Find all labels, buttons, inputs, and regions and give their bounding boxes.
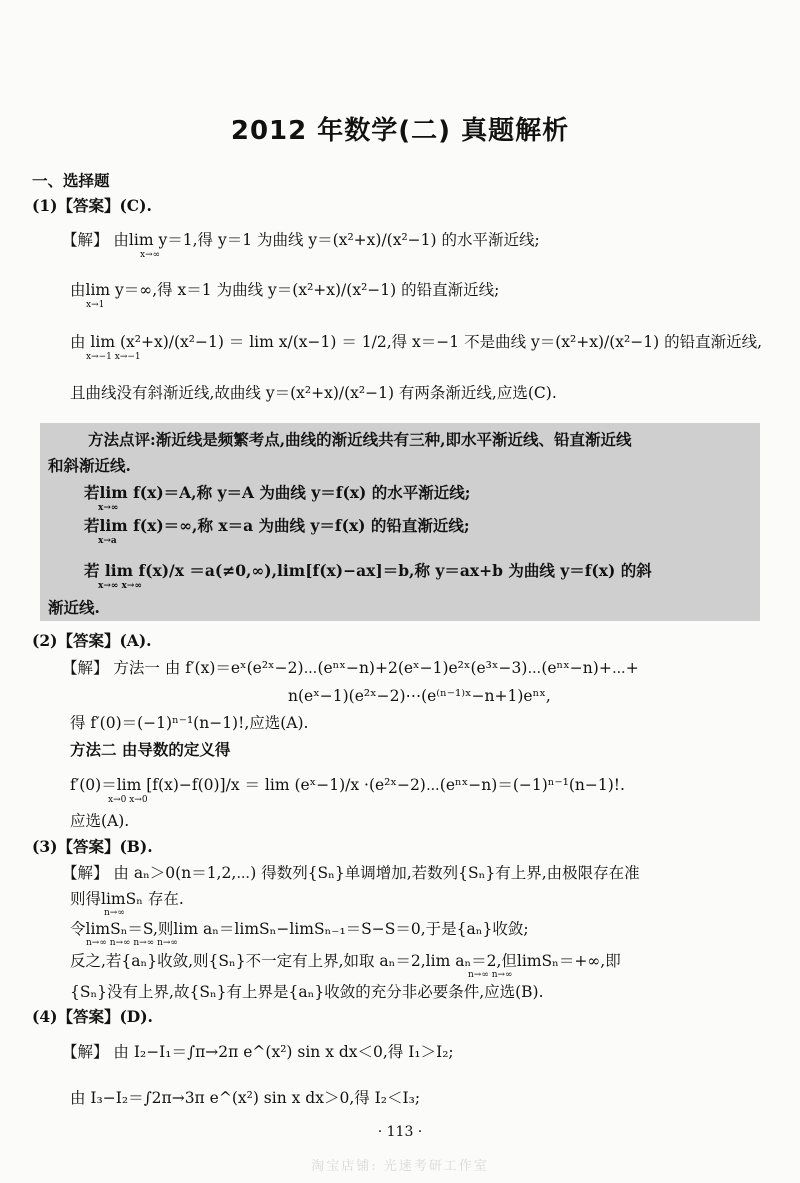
q2-solution-line-1: 【解】 方法一 由 f′(x)＝eˣ(e²ˣ−2)⋯(eⁿˣ−n)+2(eˣ−1)e²ˣ(e³ˣ−3)⋯(eⁿˣ−n)+⋯+ [62,659,639,677]
tip-line-1: 方法点评:渐近线是频繁考点,曲线的渐近线共有三种,即水平渐近线、铅直渐近线 [88,430,632,449]
q2-solution-line-5: f′(0)＝lim [f(x)−f(0)]/x ＝ lim (eˣ−1)/x ·(e²ˣ−2)⋯(eⁿˣ−n)＝(−1)ⁿ⁻¹(n−1)!. [70,776,625,794]
q1-solution-line-4: 且曲线没有斜渐近线,故曲线 y＝(x²+x)/(x²−1) 有两条渐近线,应选(C). [70,384,557,402]
q1-solution-line-1: 【解】 由lim y＝1,得 y＝1 为曲线 y＝(x²+x)/(x²−1) 的水平渐近线; [62,231,540,249]
q2-limit-subscript-5: x→0 x→0 [108,795,148,805]
method-tip-box [40,423,760,621]
q2-answer: (2)【答案】(A). [32,631,152,650]
tip-line-6: 渐近线. [48,598,100,617]
q3-solution-line-3: 令limSₙ＝S,则lim aₙ＝limSₙ−limSₙ₋₁＝S−S＝0,于是{aₙ}收敛; [70,920,529,938]
tip-line-5: 若 lim f(x)/x ＝a(≠0,∞),lim[f(x)−ax]＝b,称 y＝ax+b 为曲线 y＝f(x) 的斜 [84,561,652,580]
q3-solution-line-1: 【解】 由 aₙ＞0(n＝1,2,⋯) 得数列{Sₙ}单调增加,若数列{Sₙ}有上界,由极限存在准 [62,864,640,882]
page-title: 2012 年数学(二) 真题解析 [230,116,570,146]
q4-solution-line-1: 【解】 由 I₂−I₁＝∫π→2π e^(x²) sin x dx＜0,得 I₁＞I₂; [62,1043,454,1061]
q2-solution-line-2: n(eˣ−1)(e²ˣ−2)⋯(e⁽ⁿ⁻¹⁾ˣ−n+1)eⁿˣ, [288,687,551,705]
tip-line-4: 若lim f(x)＝∞,称 x＝a 为曲线 y＝f(x) 的铅直渐近线; [84,516,470,535]
tip-limit-subscript-5: x→∞ x→∞ [98,581,142,591]
q1-solution-line-3: 由 lim (x²+x)/(x²−1) ＝ lim x/(x−1) ＝ 1/2,得 x＝−1 不是曲线 y＝(x²+x)/(x²−1) 的铅直渐近线, [70,333,763,351]
tip-limit-subscript-4: x→a [98,536,117,546]
q2-solution-line-4: 方法二 由导数的定义得 [70,740,231,759]
q3-solution-line-4: 反之,若{aₙ}收敛,则{Sₙ}不一定有上界,如取 aₙ＝2,lim aₙ＝2,但limSₙ＝+∞,即 [70,952,621,970]
q1-limit-subscript-3: x→−1 x→−1 [86,352,141,362]
q3-limit-subscript-3: n→∞ n→∞ n→∞ n→∞ [86,938,178,948]
tip-line-2: 和斜渐近线. [48,456,131,475]
q1-limit-subscript-2: x→1 [86,300,105,310]
section-heading: 一、选择题 [32,171,110,190]
q2-solution-line-3: 得 f′(0)＝(−1)ⁿ⁻¹(n−1)!,应选(A). [70,714,309,732]
q3-limit-subscript-4: n→∞ n→∞ [468,970,513,980]
tip-line-3: 若lim f(x)＝A,称 y＝A 为曲线 y＝f(x) 的水平渐近线; [84,483,471,502]
q4-answer: (4)【答案】(D). [32,1007,153,1026]
q3-answer: (3)【答案】(B). [32,837,153,856]
q3-limit-subscript-2: n→∞ [104,908,125,918]
q2-solution-line-6: 应选(A). [70,812,130,830]
q1-answer: (1)【答案】(C). [32,196,152,215]
q1-limit-subscript-1: x→∞ [140,250,161,260]
q4-solution-line-2: 由 I₃−I₂＝∫2π→3π e^(x²) sin x dx＞0,得 I₂＜I₃; [70,1089,421,1107]
q3-solution-line-2: 则得limSₙ 存在. [70,890,184,908]
q1-solution-line-2: 由lim y＝∞,得 x＝1 为曲线 y＝(x²+x)/(x²−1) 的铅直渐近线; [70,281,500,299]
page-number: · 113 · [377,1124,423,1140]
q3-solution-line-5: {Sₙ}没有上界,故{Sₙ}有上界是{aₙ}收敛的充分非必要条件,应选(B). [70,983,544,1001]
tip-limit-subscript-3: x→∞ [98,503,119,513]
watermark: 淘宝店铺: 光速考研工作室 [311,1159,489,1174]
